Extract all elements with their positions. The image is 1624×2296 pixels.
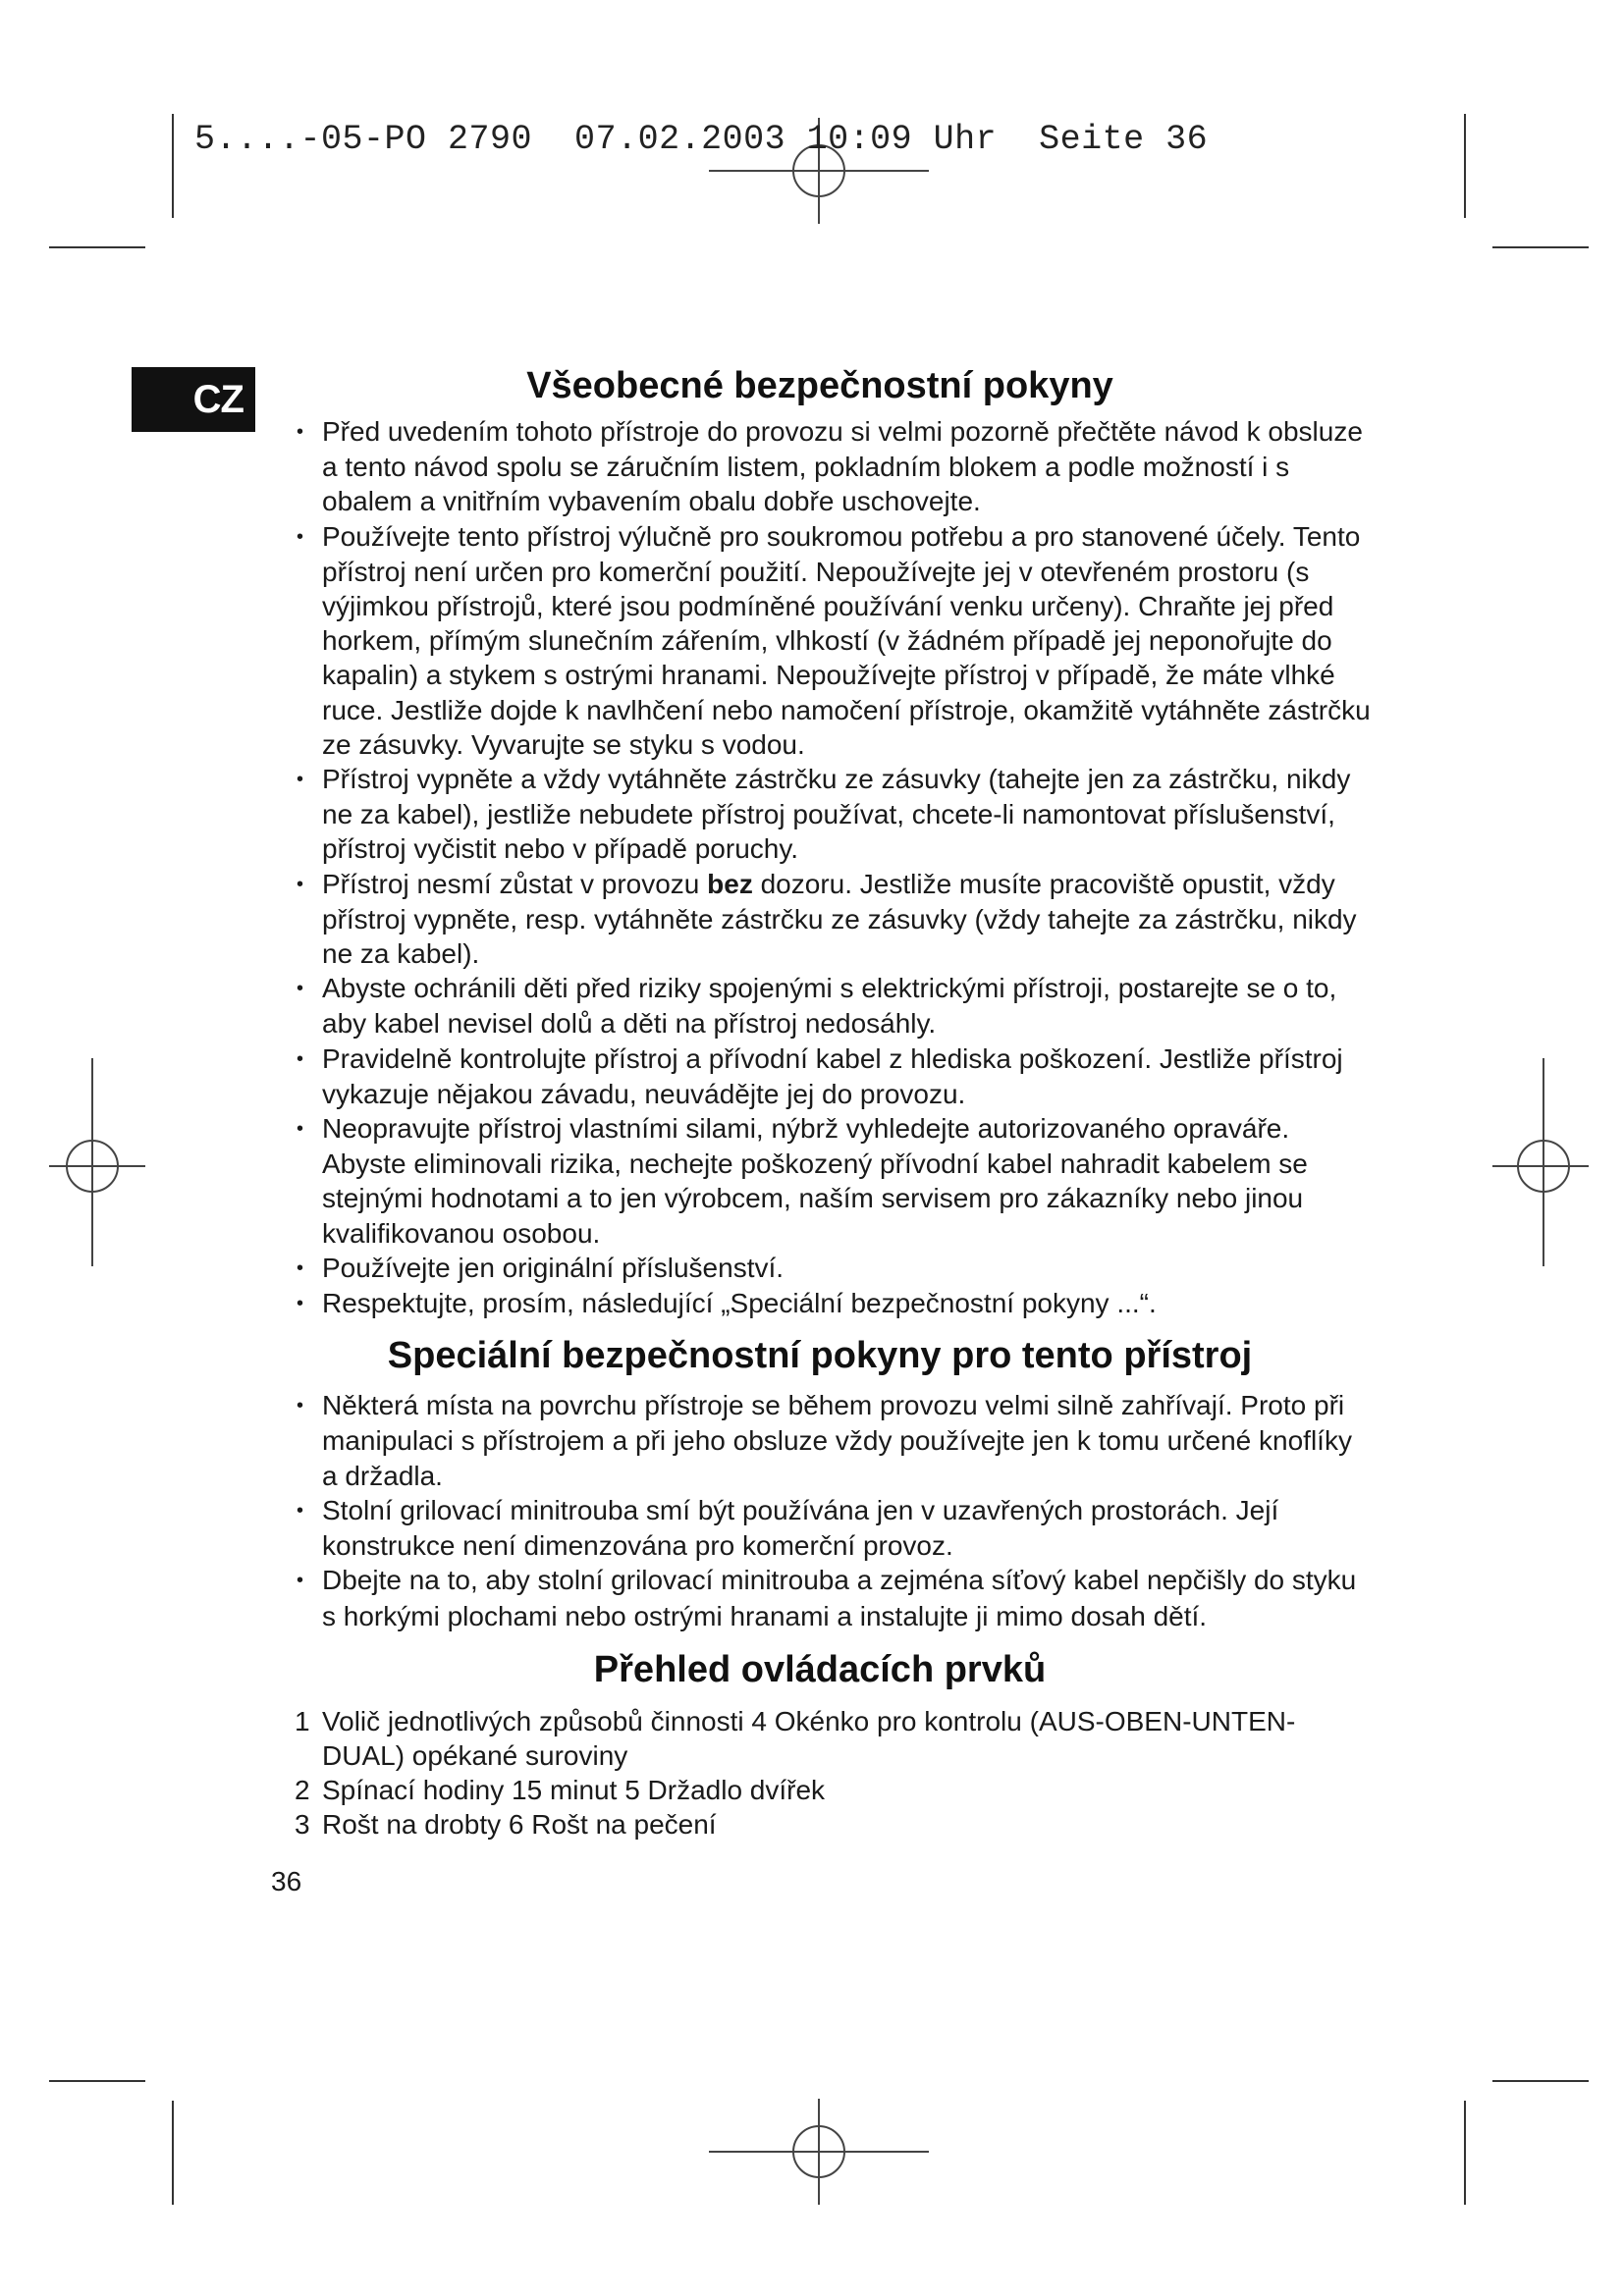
- emphasis-bold: bez: [707, 868, 753, 899]
- registration-mark-right: [1492, 1058, 1589, 1266]
- section-title-controls-overview: Přehled ovládacích prvků: [593, 1648, 1047, 1690]
- list-item: [265, 1807, 1375, 1842]
- list-item: • Přístroj vypněte a vždy vytáhněte zástrčku ze zásuvky (tahejte jen za zástrčku, nikdy ne za kabel), jestliže nebudete přístroj používat, chcete-li namontovat příslušenství, přístroj vyčistit nebo v případě poruchy.: [265, 762, 1375, 867]
- list-item: • Neopravujte přístroj vlastními silami, nýbrž vyhledejte autorizovaného opraváře. Abyste eliminovali rizika, nechejte poškozený přívodní kabel nahradit kabelem se stejnými hodnotami a to jen výrobcem, naším servisem pro zákazníky nebo jinou kvalifikovanou osobou.: [265, 1111, 1375, 1251]
- list-item: • Před uvedením tohoto přístroje do provozu si velmi pozorně přečtěte návod k obsluze a tento návod spolu se záručním listem, pokladním blokem a podle možností i s obalem a vnitřním vybavením obalu dobře uschovejte.: [265, 414, 1375, 519]
- document-body: [265, 361, 1375, 1898]
- list-item: • Respektujte, prosím, následující „Speciální bezpečnostní pokyny ...“.: [265, 1286, 1375, 1321]
- controls-overview-list: [265, 1704, 1375, 1842]
- list-item: [265, 867, 1375, 972]
- list-item-text: Spínací hodiny 15 minut 5 Držadlo dvířek: [322, 1775, 826, 1806]
- general-safety-list: [265, 414, 1375, 1321]
- list-item: • Stolní grilovací minitrouba smí být používána jen v uzavřených prostorách. Její konstrukce není dimenzována pro komerční provoz.: [265, 1493, 1375, 1563]
- list-item-text: dozoru. Jestliže musíte pracoviště opustit, vždy přístroj vypněte, resp. vytáhněte zástrčku ze zásuvky (vždy tahejte za zástrčku, nikdy ne za kabel).: [322, 868, 1357, 970]
- item-number: 2: [295, 1775, 310, 1806]
- section-title-special-safety: Speciální bezpečnostní pokyny pro tento přístroj: [387, 1335, 1253, 1377]
- list-item: • Dbejte na to, aby stolní grilovací minitrouba a zejména síťový kabel nepčišly do styku s horkými plochami nebo ostrými hranami a instalujte ji mimo dosah dětí.: [265, 1563, 1375, 1632]
- item-number: 1: [295, 1705, 310, 1736]
- list-item: • Abyste ochránili děti před riziky spojenými s elektrickými přístroji, postarejte se o to, aby kabel nevisel dolů a děti na přístroj nedosáhly.: [265, 971, 1375, 1041]
- registration-mark-left: [49, 1058, 145, 1266]
- list-item: • Některá místa na povrchu přístroje se během provozu velmi silně zahřívají. Proto při manipulaci s přístrojem a při jeho obsluze vždy používejte jen k tomu určené knoflíky a držadla.: [265, 1388, 1375, 1493]
- list-item: [265, 1704, 1375, 1773]
- list-item: • Používejte tento přístroj výlučně pro soukromou potřebu a pro stanovené účely. Tento přístroj není určen pro komerční použití. Nepoužívejte jej v otevřeném prostoru (s výjimkou přístrojů, které jsou podmíněné používání venku určeny). Chraňte jej před horkem, přímým slunečním zářením, vlhkostí (v žádném případě jej neponořujte do kapalin) a stykem s ostrými hranami. Nepoužívejte přístroj v případě, že máte vlhké ruce. Jestliže dojde k navlhčení nebo namočení přístroje, okamžitě vytáhněte zástrčku ze zásuvky. Vyvarujte se styku s vodou.: [265, 519, 1375, 762]
- list-item: [265, 1773, 1375, 1807]
- item-number: 3: [295, 1809, 310, 1841]
- list-item-text: Volič jednotlivých způsobů činnosti 4 Okénko pro kontrolu (AUS-OBEN-UNTEN-DUAL) opékané suroviny: [322, 1705, 1296, 1771]
- registration-mark-bottom: [709, 2099, 929, 2205]
- list-item-text: Přístroj nesmí zůstat v provozu: [322, 868, 708, 899]
- list-item: • Pravidelně kontrolujte přístroj a přívodní kabel z hlediska poškození. Jestliže přístroj vykazuje nějakou závadu, neuvádějte jej do provozu.: [265, 1041, 1375, 1111]
- page-number: 36: [271, 1865, 302, 1896]
- list-item: • Používejte jen originální příslušenství.: [265, 1251, 1375, 1286]
- print-job-header: 5....-05-PO 2790 07.02.2003 10:09 Uhr Seite 36: [194, 120, 1209, 159]
- special-safety-list: [265, 1388, 1375, 1632]
- language-tab: CZ: [132, 367, 255, 432]
- section-title-general-safety: Všeobecné bezpečnostní pokyny: [526, 365, 1113, 406]
- list-item-text: Rošt na drobty 6 Rošt na pečení: [322, 1809, 717, 1841]
